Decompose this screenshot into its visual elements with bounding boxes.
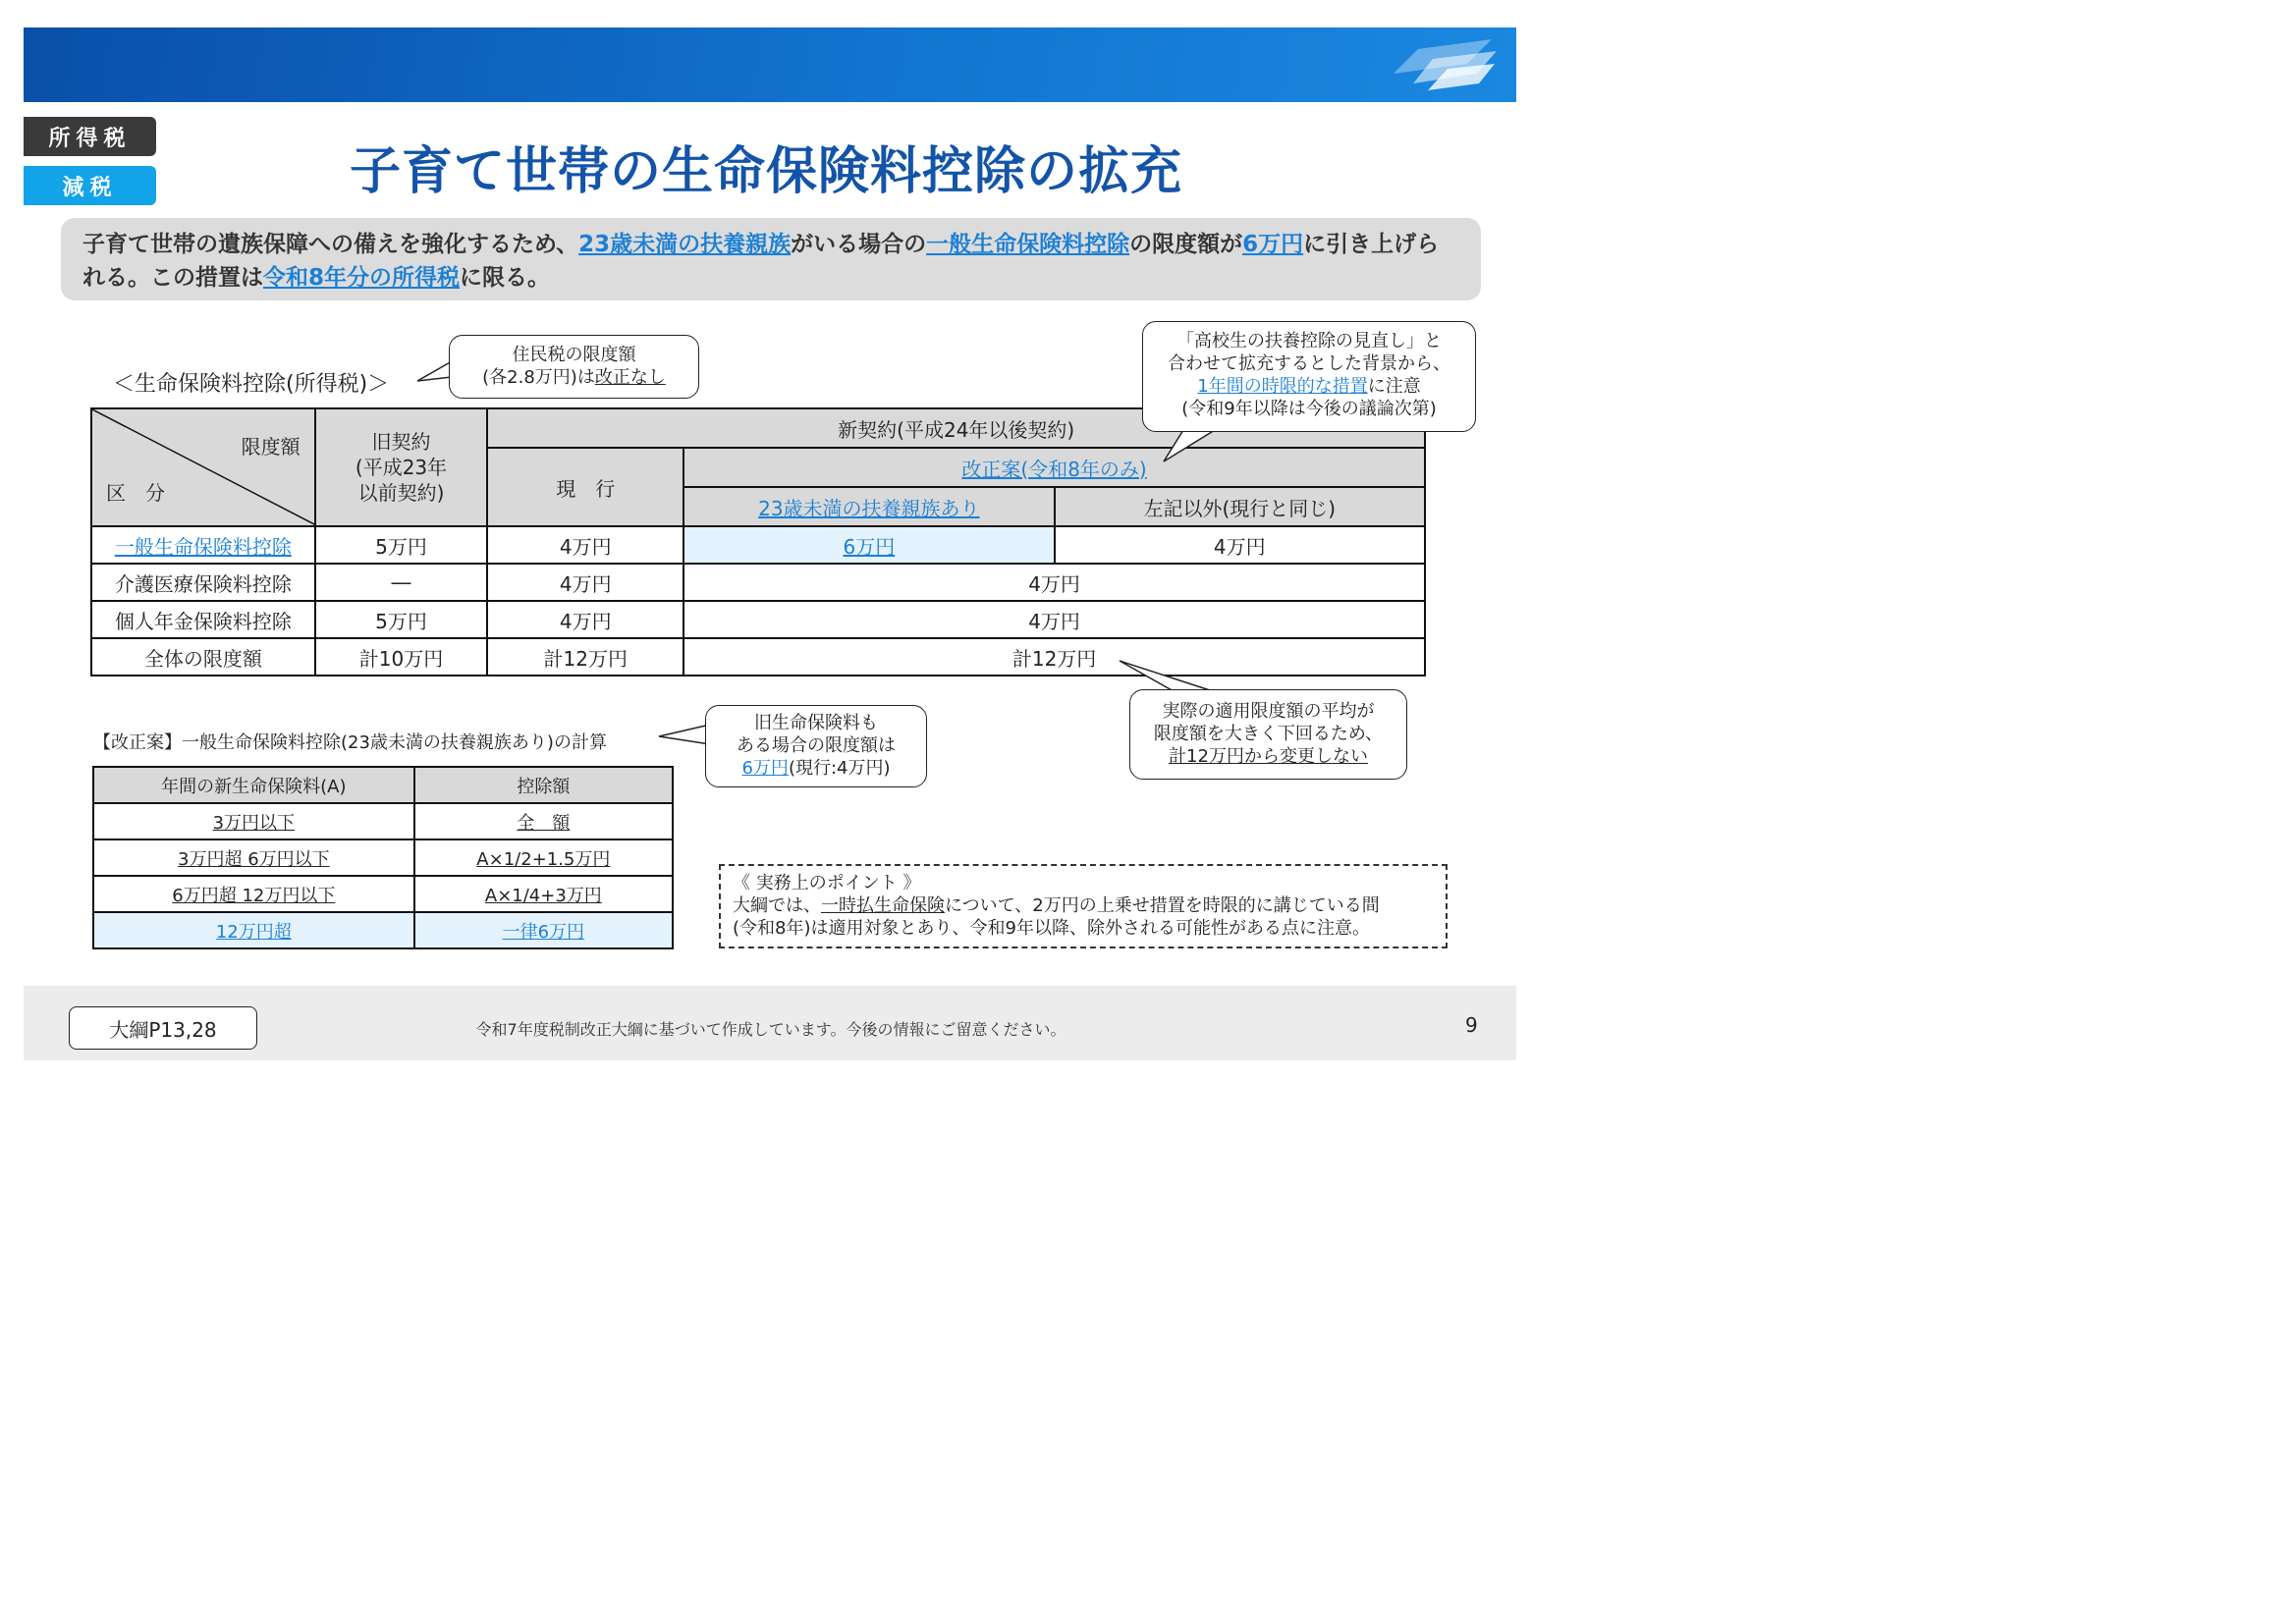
calc-table <box>92 766 674 949</box>
bubble-link-amount[interactable]: 6万円 <box>741 758 789 779</box>
proposal-link[interactable]: 改正案(令和8年のみ) <box>961 457 1147 481</box>
bubble-line: 「高校生の扶養控除の見直し」と <box>1176 331 1442 352</box>
note-title: 《 実務上のポイント 》 <box>733 873 921 893</box>
bubble-line: に注意 <box>1367 376 1421 397</box>
bubble-line: (令和9年以降は今後の議論次第) <box>1181 399 1437 419</box>
summary-text: がいる場合の <box>791 232 927 257</box>
old-contract-header: 旧契約 (平成23年 以前契約) <box>315 408 488 526</box>
cell-other: 4万円 <box>1055 526 1425 564</box>
bubble-line: ある場合の限度額は <box>737 735 896 756</box>
note-underline: 一時払生命保険 <box>821 895 945 916</box>
table-corner-cell <box>91 408 315 526</box>
bubble-resident-tax <box>449 335 699 399</box>
cell-old: 5万円 <box>315 601 488 638</box>
current-header: 現 行 <box>487 448 683 526</box>
note-text: 大綱では、 <box>733 895 821 916</box>
calc-cell-b: A×1/4+3万円 <box>414 876 673 912</box>
calc-link-b[interactable]: 一律6万円 <box>502 921 585 943</box>
tag-tax-cut: 減税 <box>24 166 156 205</box>
row-label: 個人年金保険料控除 <box>91 601 315 638</box>
cell-current: 4万円 <box>487 601 683 638</box>
other-header: 左記以外(現行と同じ) <box>1055 487 1425 526</box>
footer-disclaimer: 令和7年度税制改正大綱に基づいて作成しています。今後の情報にご留意ください。 <box>475 1020 1066 1039</box>
table-row <box>93 839 673 876</box>
corner-bottom-label: 区 分 <box>106 481 165 505</box>
summary-link-general-deduction[interactable]: 一般生命保険料控除 <box>926 232 1130 257</box>
cell-current: 4万円 <box>487 526 683 564</box>
summary-link-tax-year[interactable]: 令和8年分の所得税 <box>263 265 461 291</box>
proposal-header <box>683 448 1425 487</box>
calc-cell-a <box>93 912 414 948</box>
bubble-line: 限度額を大きく下回るため、 <box>1153 724 1384 744</box>
tag-income-tax: 所得税 <box>24 117 156 156</box>
cell-with-dependent <box>683 526 1054 564</box>
table-row <box>91 526 1425 564</box>
summary-text: に引き上げられる。この措置は <box>82 232 1440 291</box>
bubble-line: (現行:4万円) <box>788 758 891 779</box>
summary-link-amount[interactable]: 6万円 <box>1242 232 1304 257</box>
bubble-average <box>1129 689 1407 780</box>
calc-cell-a: 3万円以下 <box>93 803 414 839</box>
bubble-highschool <box>1142 321 1476 432</box>
cell-old: ― <box>315 564 488 601</box>
note-text: (令和8年)は適用対象とあり、令和9年以降、除外される可能性がある点に注意。 <box>733 918 1370 939</box>
table-row <box>91 638 1425 676</box>
table-row <box>93 876 673 912</box>
header-banner <box>24 27 1516 102</box>
bubble-line: (各2.8万円)は <box>482 367 595 388</box>
bubble-old-insurance <box>705 705 927 787</box>
row-label <box>91 526 315 564</box>
calc-cell-a: 6万円超 12万円以下 <box>93 876 414 912</box>
bubble-line: 旧生命保険料も <box>754 713 878 733</box>
bubble-line: 合わせて拡充するとした背景から、 <box>1168 353 1450 374</box>
calc-cell-b: A×1/2+1.5万円 <box>414 839 673 876</box>
cell-proposal-merged: 計12万円 <box>683 638 1425 676</box>
cell-old: 計10万円 <box>315 638 488 676</box>
summary-box <box>61 218 1481 300</box>
page-title: 子育て世帯の生命保険料控除の拡充 <box>349 142 1182 201</box>
bubble-link-temporary[interactable]: 1年間の時限的な措置 <box>1197 376 1368 397</box>
section-label: ＜生命保険料控除(所得税)＞ <box>113 372 390 397</box>
with-dependent-link[interactable]: 23歳未満の扶養親族あり <box>758 496 980 520</box>
corner-top-label: 限度額 <box>241 435 301 459</box>
practical-note <box>719 864 1448 948</box>
cell-current: 4万円 <box>487 564 683 601</box>
cell-current: 計12万円 <box>487 638 683 676</box>
table-row <box>93 803 673 839</box>
diagonal-line <box>92 409 316 525</box>
outline-reference: 大綱P13,28 <box>69 1006 257 1050</box>
calc-link-a[interactable]: 12万円超 <box>215 921 292 943</box>
cell-proposal-merged: 4万円 <box>683 564 1425 601</box>
summary-text: 子育て世帯の遺族保障への備えを強化するため、 <box>82 232 579 257</box>
calc-cell-a: 3万円超 6万円以下 <box>93 839 414 876</box>
brand-stripes-icon <box>1389 39 1497 93</box>
cell-with-dependent-link[interactable]: 6万円 <box>843 534 896 559</box>
with-dependent-header <box>683 487 1054 526</box>
summary-text: の限度額が <box>1129 232 1243 257</box>
calc-header-premium: 年間の新生命保険料(A) <box>93 767 414 803</box>
bubble-line: 実際の適用限度額の平均が <box>1162 701 1375 722</box>
page-number: 9 <box>1465 1013 1478 1037</box>
bubble-line: 住民税の限度額 <box>512 345 636 365</box>
summary-text: に限る。 <box>460 265 551 291</box>
calc-cell-b <box>414 912 673 948</box>
cell-old: 5万円 <box>315 526 488 564</box>
summary-link-dependent[interactable]: 23歳未満の扶養親族 <box>578 232 792 257</box>
row-label: 全体の限度額 <box>91 638 315 676</box>
calc-header-deduction: 控除額 <box>414 767 673 803</box>
calc-label: 【改正案】一般生命保険料控除(23歳未満の扶養親族あり)の計算 <box>93 732 607 753</box>
table-row <box>91 564 1425 601</box>
new-contract-header: 新契約(平成24年以後契約) <box>487 408 1425 448</box>
row-label: 介護医療保険料控除 <box>91 564 315 601</box>
bubble-underline: 計12万円から変更しない <box>1169 746 1368 767</box>
table-row <box>91 601 1425 638</box>
bubble-underline: 改正なし <box>594 367 666 388</box>
table-row <box>93 912 673 948</box>
note-text: について、2万円の上乗せ措置を時限的に講じている間 <box>945 895 1380 916</box>
cell-proposal-merged: 4万円 <box>683 601 1425 638</box>
row-label-link[interactable]: 一般生命保険料控除 <box>114 534 292 559</box>
calc-cell-b: 全 額 <box>414 803 673 839</box>
